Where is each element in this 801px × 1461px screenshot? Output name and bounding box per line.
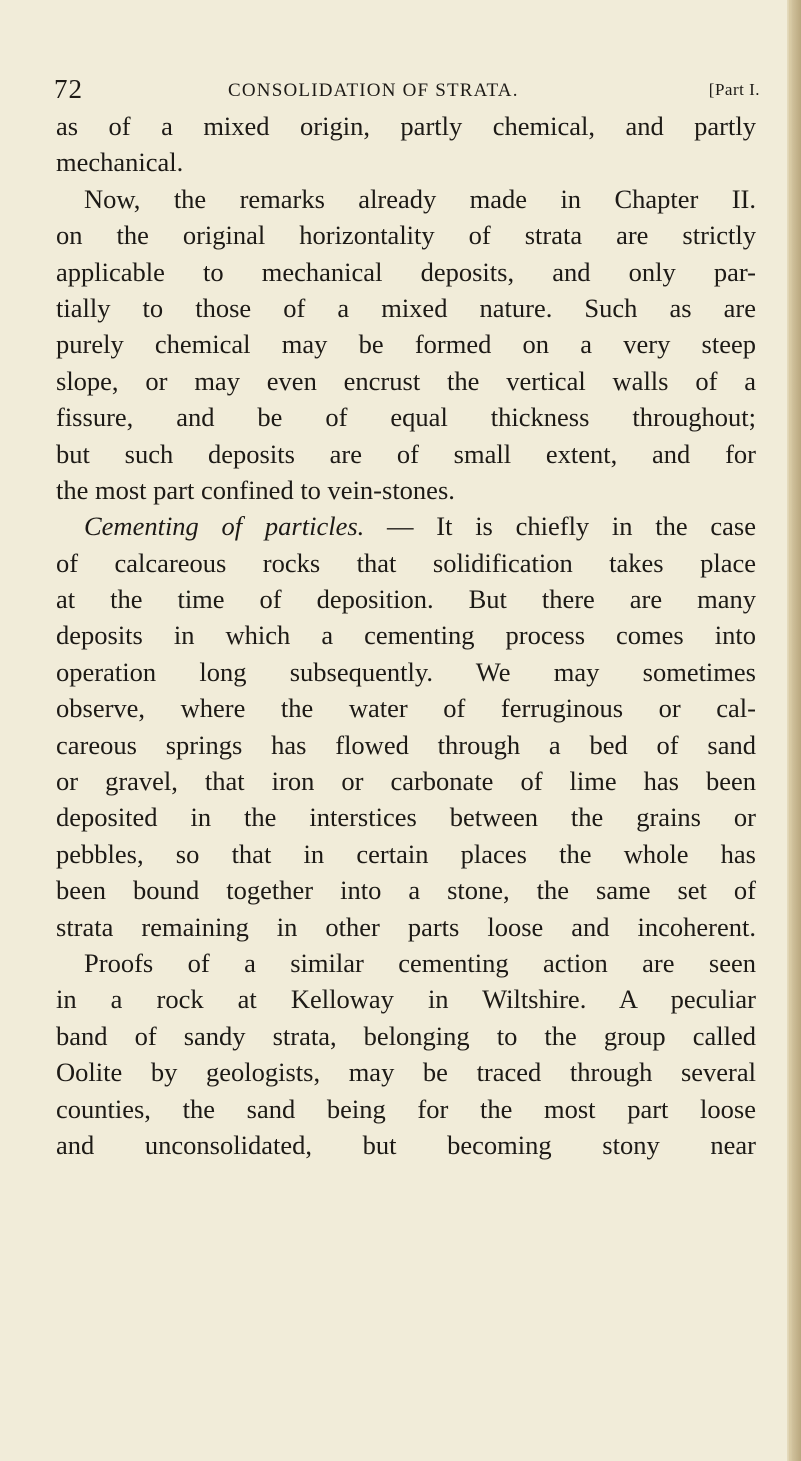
text-line: deposits in which a cementing process comes into xyxy=(56,620,756,651)
text-line: tially to those of a mixed nature. Such as are xyxy=(56,292,756,323)
text-line: deposited in the interstices between the grains or xyxy=(56,802,756,833)
section-heading: Cementing of particles. xyxy=(84,511,365,542)
page-edge xyxy=(787,0,801,1461)
text-line: operation long subsequently. We may sometimes xyxy=(56,656,756,687)
running-head xyxy=(54,74,760,108)
text-line: or gravel, that iron or carbonate of lime has been xyxy=(56,766,756,797)
section-heading-rest: — It is chiefly in the case xyxy=(364,511,756,542)
text-line: and unconsolidated, but becoming stony near xyxy=(56,1129,756,1160)
text-line: band of sandy strata, belonging to the group called xyxy=(56,1020,756,1051)
text-line: Now, the remarks already made in Chapter II. xyxy=(84,183,756,214)
text-line: Proofs of a similar cementing action are seen xyxy=(84,947,756,978)
text-line: as of a mixed origin, partly chemical, and partly xyxy=(56,111,756,141)
text-line: observe, where the water of ferruginous or cal- xyxy=(56,693,756,724)
running-head-part: [Part I. xyxy=(708,80,760,99)
text-line: purely chemical may be formed on a very steep xyxy=(56,329,756,360)
text-line: Oolite by geologists, may be traced through several xyxy=(56,1057,756,1088)
text-line: but such deposits are of small extent, and for xyxy=(56,438,756,469)
running-head-title: CONSOLIDATION OF STRATA. xyxy=(228,80,519,101)
section-heading-line xyxy=(56,508,756,544)
text-line: pebbles, so that in certain places the whole has xyxy=(56,838,756,869)
text-line: counties, the sand being for the most part loose xyxy=(56,1093,756,1124)
text-line: of calcareous rocks that solidification takes place xyxy=(56,547,756,578)
text-line: strata remaining in other parts loose and incoherent. xyxy=(56,911,756,942)
text-line: fissure, and be of equal thickness throughout; xyxy=(56,402,756,433)
page-number: 72 xyxy=(54,74,83,104)
body-text xyxy=(56,108,756,1163)
text-line: careous springs has flowed through a bed of sand xyxy=(56,729,756,760)
text-line: applicable to mechanical deposits, and only par- xyxy=(56,256,756,287)
text-line: been bound together into a stone, the same set of xyxy=(56,875,756,906)
text-line: at the time of deposition. But there are many xyxy=(56,584,756,615)
text-line: on the original horizontality of strata are strictly xyxy=(56,220,756,251)
text-line: in a rock at Kelloway in Wiltshire. A peculiar xyxy=(56,984,756,1015)
text-line: the most part confined to vein-stones. xyxy=(56,474,455,505)
text-line: mechanical. xyxy=(56,147,184,178)
text-line: slope, or may even encrust the vertical walls of a xyxy=(56,365,756,396)
